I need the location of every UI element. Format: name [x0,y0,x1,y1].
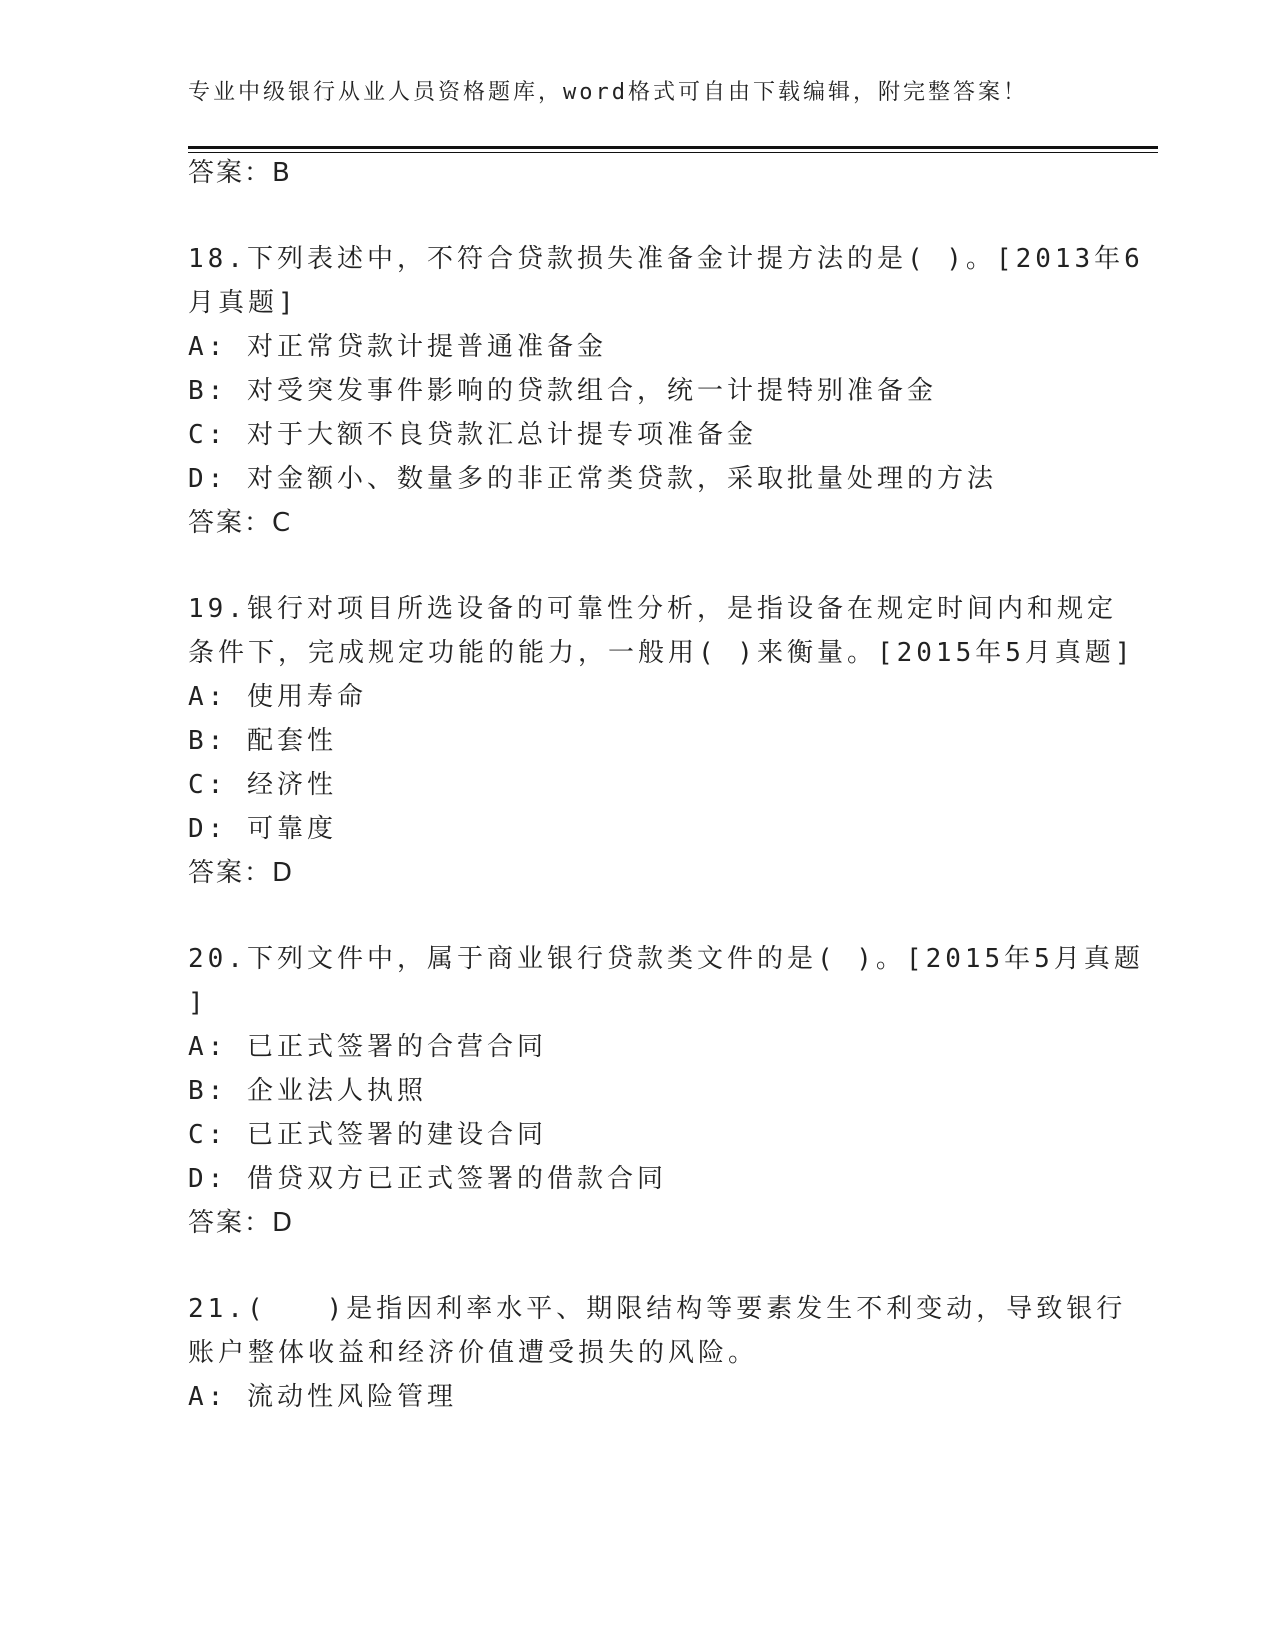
question-20-option-d: D: 借贷双方已正式签署的借款合同 [188,1164,667,1194]
question-19-option-a: A: 使用寿命 [188,682,367,712]
previous-answer: 答案：B [188,158,292,188]
question-21-stem-line-2: 账户整体收益和经济价值遭受损失的风险。 [188,1338,759,1368]
question-19-answer: 答案：D [188,858,295,888]
question-18-option-b: B: 对受突发事件影响的贷款组合，统一计提特别准备金 [188,376,937,406]
question-20-stem-line-1: 20.下列文件中，属于商业银行贷款类文件的是( )。[2015年5月真题 [188,944,1144,974]
header-rule-thick [188,146,1158,149]
page-header: 专业中级银行从业人员资格题库，word格式可自由下载编辑，附完整答案！ [188,80,1028,105]
question-19-stem-line-1: 19.银行对项目所选设备的可靠性分析，是指设备在规定时间内和规定 [188,594,1117,624]
question-20-option-c: C: 已正式签署的建设合同 [188,1120,547,1150]
question-20-stem-line-2: ] [188,988,208,1018]
question-19-stem-line-2: 条件下，完成规定功能的能力，一般用( )来衡量。[2015年5月真题] [188,638,1135,668]
question-20-option-a: A: 已正式签署的合营合同 [188,1032,547,1062]
question-18-option-c: C: 对于大额不良贷款汇总计提专项准备金 [188,420,757,450]
question-19-option-c: C: 经济性 [188,770,337,800]
question-21-option-a: A: 流动性风险管理 [188,1382,457,1412]
question-19-option-b: B: 配套性 [188,726,337,756]
question-18-answer: 答案：C [188,508,293,538]
question-19-option-d: D: 可靠度 [188,814,337,844]
question-20-answer: 答案：D [188,1208,295,1238]
question-18-option-d: D: 对金额小、数量多的非正常类贷款，采取批量处理的方法 [188,464,997,494]
question-18-stem-line-1: 18.下列表述中，不符合贷款损失准备金计提方法的是( )。[2013年6 [188,244,1144,274]
question-20-option-b: B: 企业法人执照 [188,1076,427,1106]
question-18-option-a: A: 对正常贷款计提普通准备金 [188,332,607,362]
question-21-stem-line-1: 21.( )是指因利率水平、期限结构等要素发生不利变动，导致银行 [188,1294,1127,1324]
header-rule-thin [188,152,1158,153]
question-18-stem-line-2: 月真题] [188,288,298,318]
